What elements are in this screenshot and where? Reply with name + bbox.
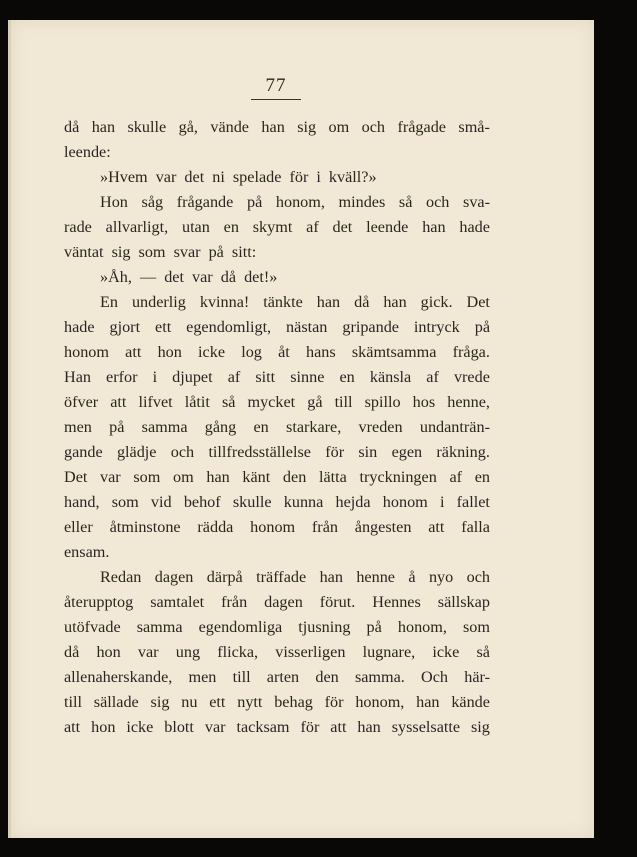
text-line: väntat sig som svar på sitt: [64,243,257,261]
text-line: gande glädje och tillfredsställelse för sin egen räkning. [64,443,490,461]
paragraph [64,165,490,190]
text-line: Han erfor i djupet af sitt sinne en känsla af vrede [64,368,490,386]
text-line: »Hvem var det ni spelade för i kväll?» [100,168,377,186]
text-line: ensam. [64,543,110,561]
paragraph [64,265,490,290]
text-line: hade gjort ett egendomligt, nästan gripande intryck på [64,318,490,336]
page-number: 77 [265,75,287,96]
text-line: Det var som om han känt den lätta tryckningen af en [64,468,490,486]
book-page [8,20,594,838]
text-line: hand, som vid behof skulle kunna hejda honom i fallet [64,493,490,511]
text-line: öfver att lifvet låtit så mycket gå till spillo hos henne, [64,393,490,411]
text-line: utöfvade samma egendomliga tjusning på honom, som [64,618,490,636]
body-text [64,115,490,740]
text-line: Hon såg frågande på honom, mindes så och sva- [100,193,490,211]
text-line: återupptog samtalet från dagen förut. Hennes sällskap [64,593,490,611]
text-line: eller åtminstone rädda honom från ångesten att falla [64,518,490,536]
text-line: att hon icke blott var tacksam för att han sysselsatte sig [64,718,490,736]
text-line: leende: [64,143,111,161]
text-line: men på samma gång en starkare, vreden undanträn- [64,418,490,436]
paragraph [64,290,490,565]
text-line: till sällade sig nu ett nytt behag för honom, han kände [64,693,490,711]
text-line: En underlig kvinna! tänkte han då han gick. Det [100,293,490,311]
page-number-rule [251,99,301,100]
text-line: »Åh, — det var då det!» [100,268,278,286]
paragraph [64,565,490,740]
paragraph [64,115,490,165]
text-line: honom att hon icke log åt hans skämtsamma fråga. [64,343,490,361]
text-line: då hon var ung flicka, visserligen lugnare, icke så [64,643,490,661]
text-line: Redan dagen därpå träffade han henne å nyo och [100,568,490,586]
text-line: då han skulle gå, vände han sig om och frågade små- [64,118,490,136]
text-line: rade allvarligt, utan en skymt af det leende han hade [64,218,490,236]
paragraph [64,190,490,265]
text-line: allenaherskande, men till arten den samma. Och här- [64,668,490,686]
